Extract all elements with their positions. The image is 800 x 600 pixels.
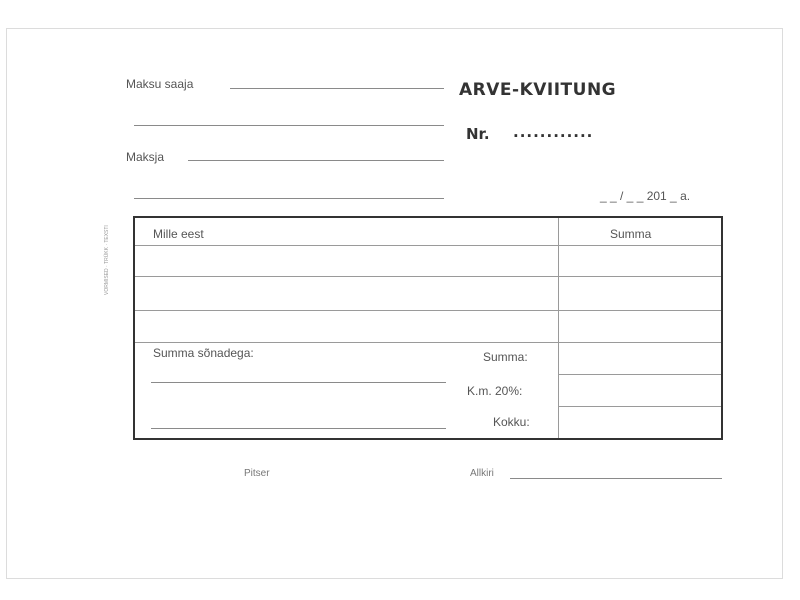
item-row-3-sum[interactable] [559, 311, 721, 342]
total-field[interactable] [559, 407, 721, 438]
item-row-1-description[interactable] [135, 246, 557, 276]
payer-line-1[interactable] [188, 160, 444, 161]
sum-label: Summa: [483, 350, 528, 364]
payer-line-2[interactable] [134, 198, 444, 199]
payee-line-2[interactable] [134, 125, 444, 126]
date-field[interactable]: _ _ / _ _ 201 _ a. [600, 189, 691, 203]
sum-in-words-line-1[interactable] [151, 382, 446, 383]
item-row-2-sum[interactable] [559, 277, 721, 310]
items-table [133, 216, 723, 440]
number-field[interactable]: ............ [513, 123, 594, 141]
vat-label: K.m. 20%: [467, 384, 523, 398]
sum-in-words-line-2[interactable] [151, 428, 446, 429]
item-row-2-description[interactable] [135, 277, 557, 310]
sum-in-words-label: Summa sõnadega: [153, 346, 254, 360]
sum-field[interactable] [559, 343, 721, 374]
vat-field[interactable] [559, 375, 721, 406]
payer-label: Maksja [126, 150, 165, 164]
col-header-description: Mille eest [153, 227, 204, 241]
total-label: Kokku: [493, 415, 530, 429]
payee-line-1[interactable] [230, 88, 444, 89]
document-title: ARVE-KVIITUNG [459, 80, 617, 100]
side-print-text: VORMISED · TRÜKK · TEXSTI [104, 225, 110, 295]
item-row-1-sum[interactable] [559, 246, 721, 276]
payee-label: Maksu saaja [126, 77, 194, 91]
stamp-label: Pitser [244, 468, 270, 479]
item-row-3-description[interactable] [135, 311, 557, 342]
signature-line[interactable] [510, 478, 722, 479]
signature-label: Allkiri [470, 468, 494, 479]
number-label: Nr. [466, 125, 490, 143]
col-header-sum: Summa [610, 227, 652, 241]
